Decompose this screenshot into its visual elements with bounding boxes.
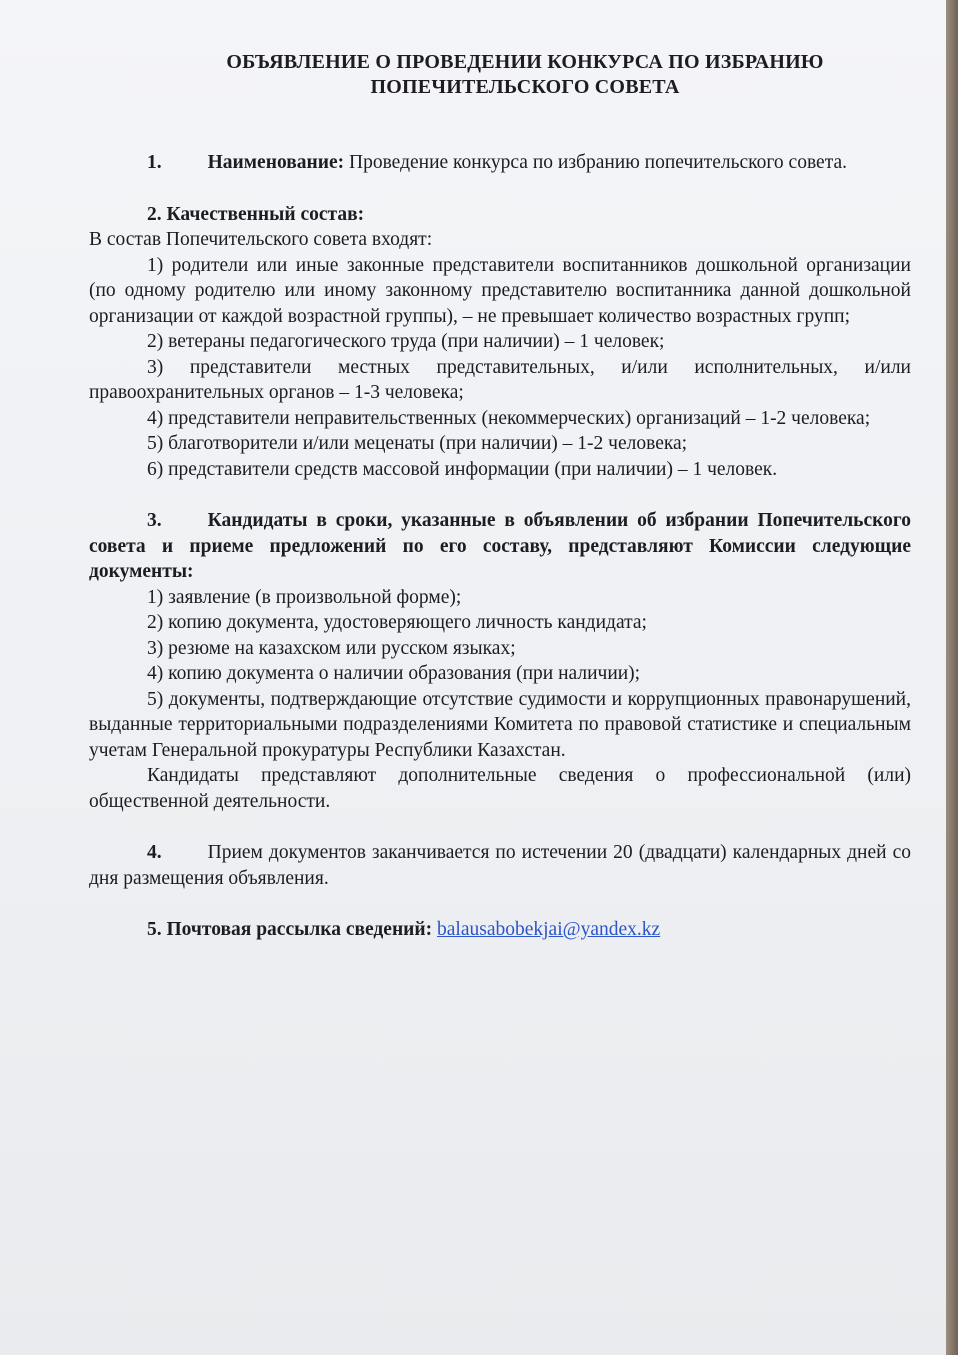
- list-item: 6) представители средств массовой информации (при наличии) – 1 человек.: [147, 458, 778, 480]
- section-5: [89, 917, 911, 943]
- list-item: 4) копию документа о наличии образования (при наличии);: [147, 663, 641, 684]
- section-1-heading: Наименование:: [207, 152, 345, 173]
- section-5-heading: Почтовая рассылка сведений:: [166, 919, 433, 940]
- list-item: 1) заявление (в произвольной форме);: [147, 586, 462, 608]
- section-5-paragraph: [89, 917, 911, 943]
- page-edge-shadow: [946, 0, 958, 1355]
- section-2-heading-line: [89, 202, 911, 228]
- document-content: [89, 50, 911, 943]
- section-2: [89, 202, 911, 483]
- list-item: 3) резюме на казахском или русском языках;: [147, 637, 516, 659]
- document-title: [139, 50, 911, 100]
- title-line-2: ПОПЕЧИТЕЛЬСКОГО СОВЕТА: [370, 76, 680, 98]
- list-item: 4) представители неправительственных (некоммерческих) организаций – 1-2 человека;: [147, 407, 871, 429]
- title-line-1: ОБЪЯВЛЕНИЕ О ПРОВЕДЕНИИ КОНКУРСА ПО ИЗБРАНИЮ: [226, 51, 824, 73]
- list-item: 2) копию документа, удостоверяющего личность кандидата;: [147, 612, 647, 633]
- section-2-number: 2.: [147, 203, 162, 225]
- section-2-heading: Качественный состав:: [166, 203, 365, 225]
- email-link[interactable]: balausabobekjai@yandex.kz: [437, 919, 661, 940]
- section-4-number: 4.: [147, 842, 162, 863]
- section-2-intro: В состав Попечительского совета входят:: [89, 229, 433, 250]
- section-1-text: Проведение конкурса по избранию попечительского совета.: [349, 152, 847, 173]
- list-item: 2) ветераны педагогического труда (при наличии) – 1 человек;: [147, 331, 665, 352]
- list-item: 5) благотворители и/или меценаты (при наличии) – 1-2 человека;: [147, 433, 688, 454]
- list-item: 3) представители местных представительных, и/или исполнительных, и/или правоохранительных органов – 1-3 человека;: [89, 356, 911, 403]
- section-1: [89, 150, 911, 176]
- section-1-paragraph: [89, 150, 911, 176]
- section-3-heading-line: [89, 508, 911, 585]
- section-4-text: Прием документов заканчивается по истечении 20 (двадцати) календарных дней со дня размещения объявления.: [89, 842, 911, 889]
- section-3-note: Кандидаты представляют дополнительные сведения о профессиональной (или) общественной деятельности.: [89, 765, 911, 812]
- list-item: 5) документы, подтверждающие отсутствие судимости и коррупционных правонарушений, выданные территориальными подразделениями Комитета по правовой статистике и специальным учетам Генеральной прокуратуры Республики Казахстан.: [89, 688, 911, 761]
- section-4: [89, 840, 911, 891]
- section-4-paragraph: [89, 840, 911, 891]
- section-5-number: 5.: [147, 919, 162, 940]
- section-1-number: 1.: [147, 152, 162, 173]
- section-3-number: 3.: [147, 510, 162, 531]
- section-3: [89, 508, 911, 814]
- section-3-heading: Кандидаты в сроки, указанные в объявлении об избрании Попечительского совета и приеме предложений по его составу, представляют Комиссии следующие документы:: [89, 510, 911, 582]
- list-item: 1) родители или иные законные представители воспитанников дошкольной организации (по одному родителю или иному законному представителю воспитанника данной дошкольной организации от каждой возрастной группы), – не превышает количество возрастных групп;: [89, 254, 911, 327]
